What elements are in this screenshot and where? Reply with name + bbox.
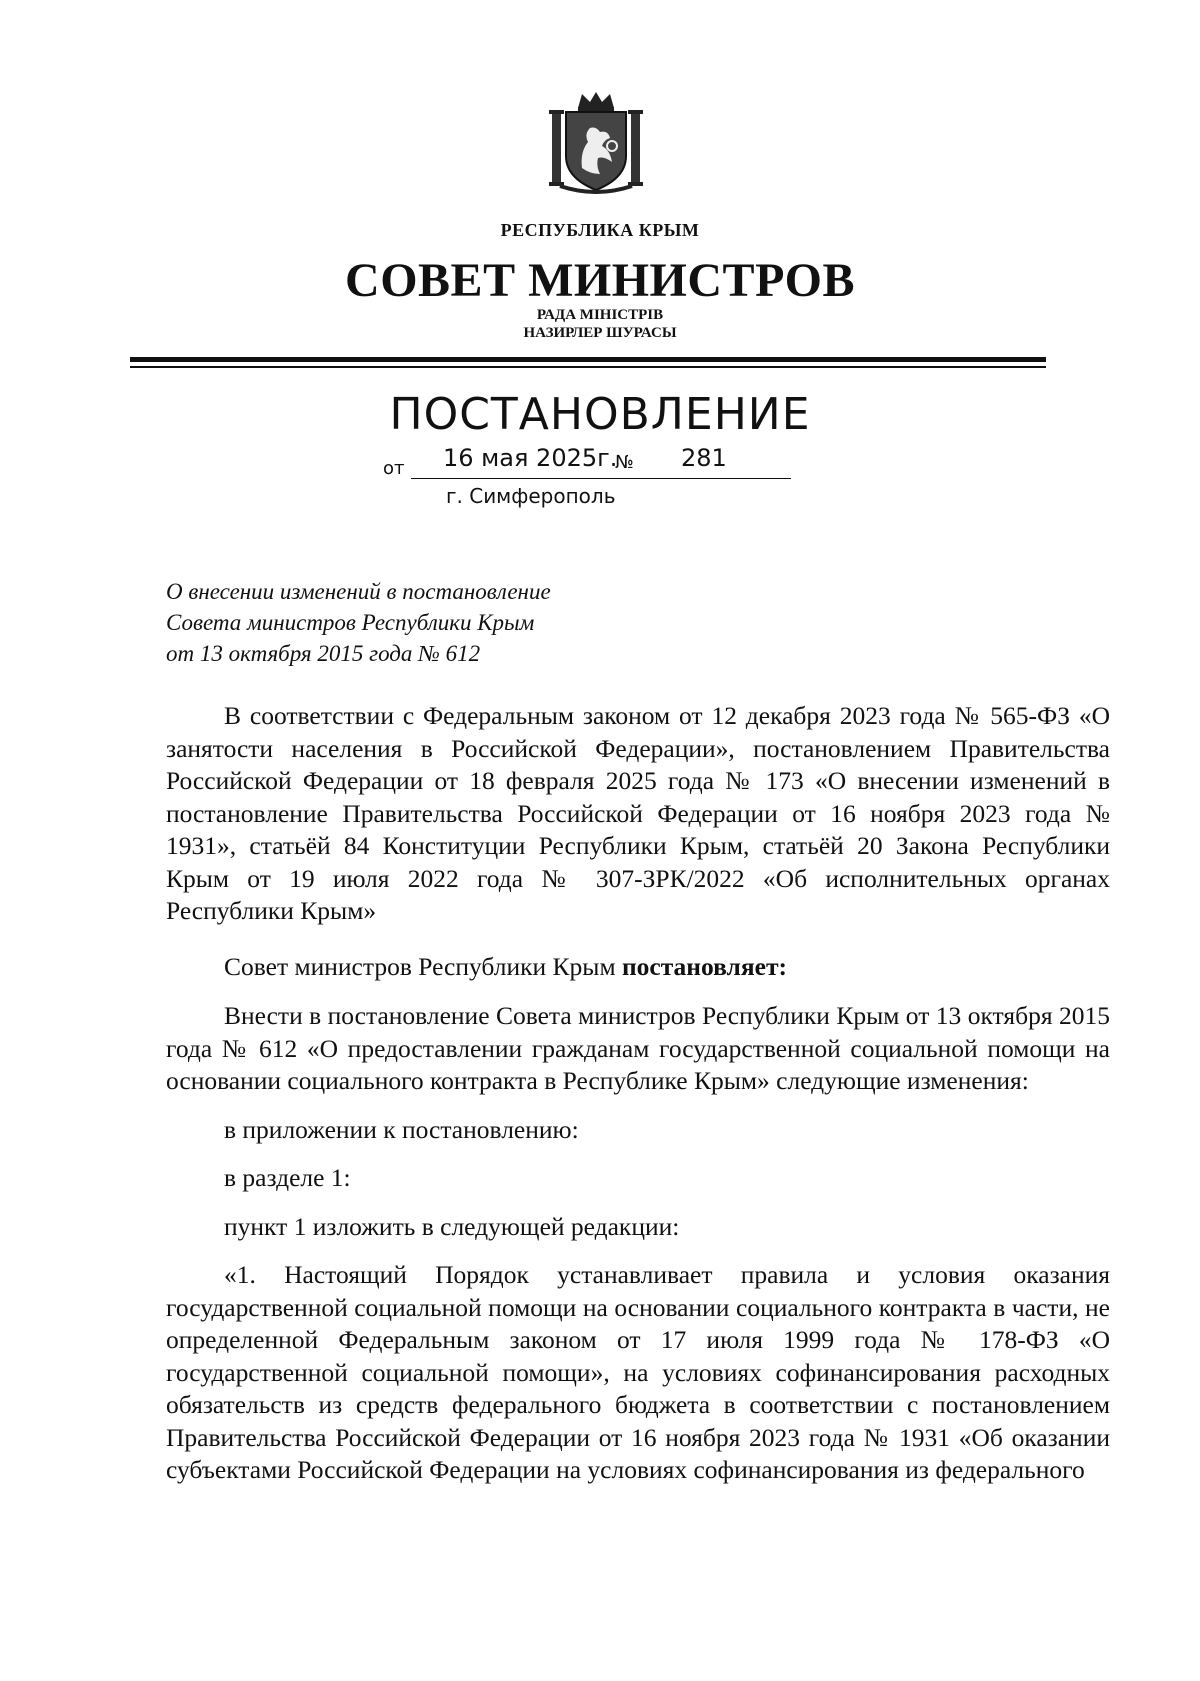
number-sign: № (615, 452, 634, 473)
council-name-crh: НАЗИРЛЕР ШУРАСЫ (523, 325, 677, 341)
title-line: О внесении изменений в постановление (166, 579, 551, 604)
preamble-paragraph: В соответствии с Федеральным законом от 12 декабря 2023 года № 565-ФЗ «О занятости населения в Российской Федерации», постановлением Правительства Российской Федерации от 18 февраля 2025 года № 173 «О внесении изменений в постановление Правительства Российской Федерации от 16 ноября 2023 года № 1931», статьёй 84 Конституции Республики Крым, статьёй 20 Закона Республики Крым от 19 июля 2022 года № 307-ЗРК/2022 «Об исполнительных органах Республики Крым» (166, 701, 1110, 925)
republic-name: РЕСПУБЛИКА КРЫМ (500, 220, 700, 240)
document-number: 281 (681, 444, 727, 472)
annex-paragraph: в приложении к постановлению: (224, 1114, 579, 1144)
header-divider-thick (130, 357, 1046, 362)
section-paragraph: в разделе 1: (224, 1163, 351, 1192)
date-underline (411, 478, 791, 479)
crimea-coat-of-arms-icon (538, 90, 654, 194)
resolution-paragraph (166, 951, 1110, 984)
date-number-line (383, 444, 803, 480)
point-paragraph: пункт 1 изложить в следующей редакции: (224, 1211, 680, 1241)
document-title (166, 576, 786, 669)
header-divider-thin (130, 366, 1046, 368)
document-body (166, 700, 1110, 1487)
title-line: Совета министров Республики Крым (166, 610, 535, 635)
date-prefix: от (383, 458, 405, 479)
council-name-ua: РАДА МІНІСТРІВ (536, 307, 664, 323)
resolution-verb: постановляет: (621, 951, 787, 981)
document-type: ПОСТАНОВЛЕНИЕ (389, 389, 811, 440)
amendment-paragraph: Внести в постановление Совета министров Республики Крым от 13 октября 2015 года № 612 «О предоставлении гражданам государственной социальной помощи на основании социального контракта в Республике Крым» следующие изменения: (166, 1001, 1110, 1095)
resolution-lead: Совет министров Республики Крым (224, 951, 622, 981)
new-wording-paragraph: «1. Настоящий Порядок устанавливает правила и условия оказания государственной социальной помощи на основании социального контракта в части, не определенной Федеральным законом от 17 июля 1999 года № 178-ФЗ «О государственной социальной помощи», на условиях софинансирования расходных обязательств из средств федерального бюджета в соответствии с постановлением Правительства Российской Федерации от 16 ноября 2023 года № 1931 «Об оказании субъектами Российской Федерации на условиях софинансирования из федерального (166, 1260, 1110, 1484)
document-date: 16 мая 2025г. (443, 444, 618, 472)
title-line: от 13 октября 2015 года № 612 (166, 641, 481, 666)
document-city: г. Симферополь (446, 484, 616, 508)
council-name: СОВЕТ МИНИСТРОВ (345, 254, 855, 307)
